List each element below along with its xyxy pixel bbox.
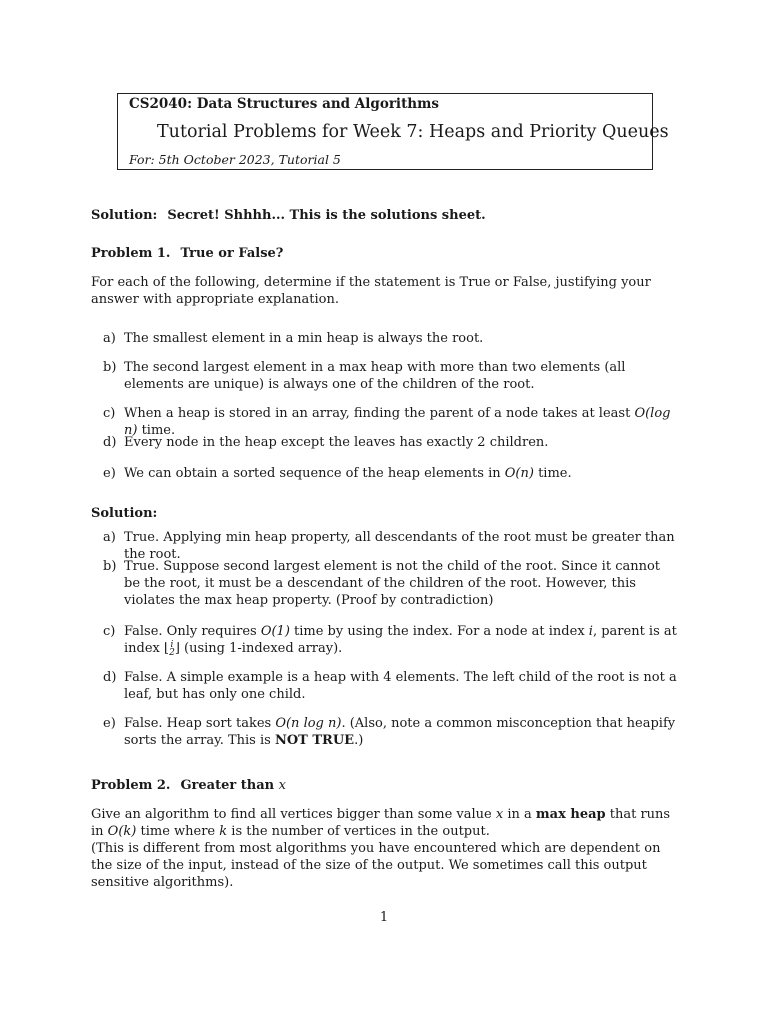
statement-text-pre: When a heap is stored in an array, finding the parent of a node takes at least [124, 406, 635, 421]
answer-text: True. Suppose second largest element is not the child of the root. Since it cannot be the root, it must be a descendant of the children of the root. However, this violates the max heap property. (Proof by contradiction) [124, 559, 661, 608]
problem1-title: True or False? [180, 246, 284, 261]
emphasis-text: NOT TRUE [274, 733, 355, 748]
solution-note [91, 207, 679, 224]
statement-text-post: time. [137, 423, 176, 438]
math-expression: x [278, 778, 286, 793]
answer-text-pre: False. Only requires [124, 624, 261, 639]
answer-label: b) [103, 559, 117, 574]
answer-text: True. Applying min heap property, all descendants of the root must be greater than the root. [124, 530, 675, 562]
answer-text: False. Only requires O(1) time by using the index. For a node at index i, parent is at index ⌊i 2⌋ (using 1-indexed array). [124, 624, 677, 658]
answer-label: a) [103, 530, 116, 545]
math-expression: O(1) [260, 624, 290, 639]
statement-label: a) [103, 331, 116, 346]
answer-text-pre: False. Heap sort takes [124, 716, 276, 731]
math-expression: O(k) [107, 824, 137, 839]
answer-text: False. A simple example is a heap with 4 elements. The left child of the root is not a leaf, but has only one child. [124, 670, 677, 702]
tutorial-date: For: 5th October 2023, Tutorial 5 [129, 152, 341, 167]
math-expression: O(n log n) [275, 716, 342, 731]
answer-text [124, 715, 679, 749]
answer-text-mid: time by using the index. For a node at index [289, 624, 589, 639]
problem2-heading [91, 777, 679, 794]
answer-label: e) [103, 716, 116, 731]
statement-text: The smallest element in a min heap is always the root. [124, 331, 484, 346]
statement-label: e) [103, 466, 116, 481]
emphasis-text: max heap [535, 807, 606, 822]
answer-label: c) [103, 624, 116, 639]
problem2-text: time where [136, 824, 220, 839]
answer-text-mid: . (Also, note a common misconception that heapify sorts the array. This is [124, 716, 676, 748]
solution-note-text: Secret! Shhhh... This is the solutions sheet. [167, 208, 486, 223]
statement-text: The second largest element in a max heap with more than two elements (all elements are unique) is always one of the children of the root. [124, 360, 626, 392]
statement-text-post: time. [533, 466, 572, 481]
solution-note-label: Solution: [91, 208, 158, 223]
statement-text: Every node in the heap except the leaves has exactly 2 children. [124, 435, 549, 450]
math-expression: O(n) [504, 466, 534, 481]
course-name: CS2040: Data Structures and Algorithms [129, 96, 439, 112]
math-expression: O(log n) [124, 406, 671, 438]
header-box [117, 93, 669, 170]
problem1-intro: For each of the following, determine if the statement is True or False, justifying your answer with appropriate explanation. [91, 275, 651, 307]
fraction-numerator: i [170, 639, 174, 650]
page-title: Tutorial Problems for Week 7: Heaps and Priority Queues [157, 122, 669, 142]
problem2-text: in a [503, 807, 536, 822]
statement-text-pre: We can obtain a sorted sequence of the heap elements in [124, 466, 505, 481]
statement-text [124, 465, 679, 482]
math-expression: k [219, 824, 228, 839]
answer-text-post: (using 1-indexed array). [179, 641, 343, 656]
problem1-heading [91, 245, 679, 262]
answer-text-post: .) [354, 733, 364, 748]
page-number: 1 [379, 910, 389, 925]
problem2-note: (This is different from most algorithms you have encountered which are dependent on the size of the input, instead of the size of the output. We sometimes call this output sensitive algorithms). [91, 841, 661, 890]
answer-text-mid2: , parent is at index [124, 624, 677, 656]
problem2-text: Give an algorithm to find all vertices bigger than some value [91, 807, 496, 822]
math-expression: i [588, 624, 593, 639]
solution-heading: Solution: [91, 506, 158, 521]
fraction [169, 641, 175, 657]
math-expression: x [495, 807, 504, 822]
problem2-text: that runs in [91, 807, 671, 839]
problem2-label: Problem 2. [91, 778, 171, 793]
answer-label: d) [103, 670, 117, 685]
statement-label: d) [103, 435, 117, 450]
statement-label: b) [103, 360, 117, 375]
fraction-denominator: 2 [169, 647, 175, 658]
problem2-description [91, 806, 679, 891]
problem2-title: Greater than [180, 778, 279, 793]
problem1-label: Problem 1. [91, 246, 171, 261]
statement-label: c) [103, 406, 116, 421]
problem2-text: is the number of vertices in the output. [227, 824, 490, 839]
